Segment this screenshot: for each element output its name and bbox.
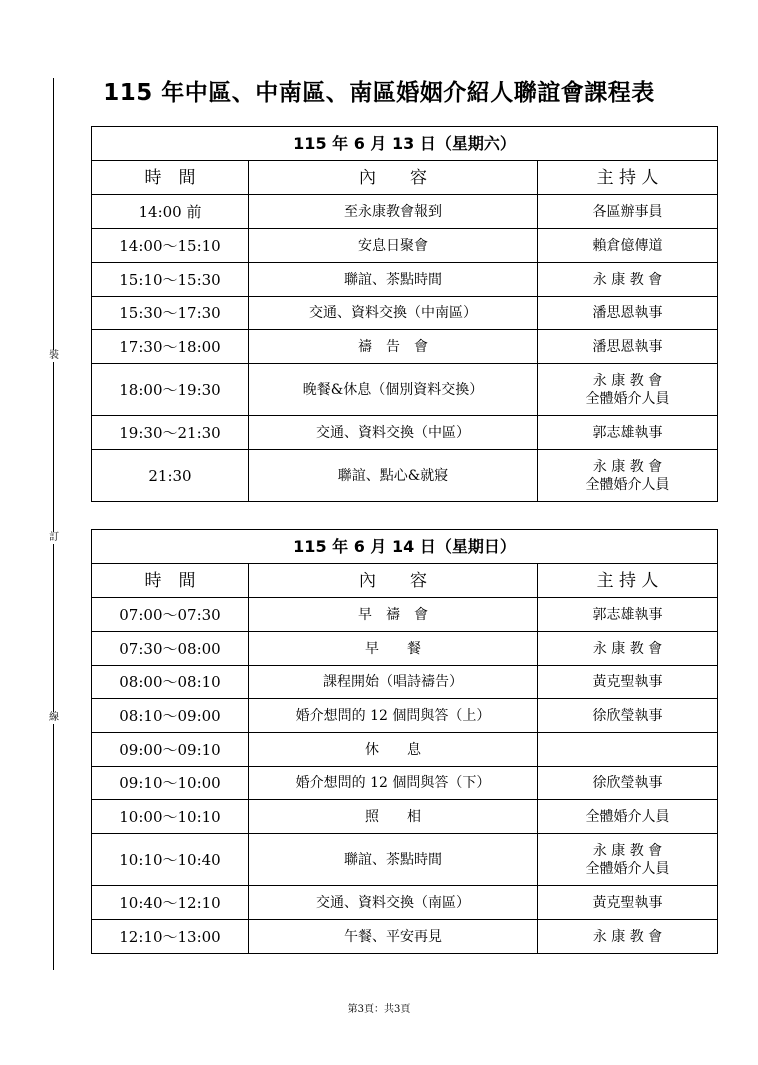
cell-content: 照 相	[249, 800, 538, 834]
host-line-2: 全體婚介人員	[585, 860, 670, 877]
cell-time: 09:10～10:00	[92, 767, 249, 800]
binding-mark-ding: 訂	[49, 532, 59, 543]
table-row	[92, 733, 718, 767]
binding-line	[53, 78, 54, 970]
cell-time: 10:10～10:40	[92, 834, 249, 886]
table-row	[92, 598, 718, 632]
host-line-1: 永 康 教 會	[592, 372, 663, 389]
table-row	[92, 263, 718, 297]
document-title: 115 年中區、中南區、南區婚姻介紹人聯誼會課程表	[103, 80, 655, 106]
table-row	[92, 800, 718, 834]
table-row	[92, 632, 718, 666]
table-row	[92, 699, 718, 733]
cell-host: 郭志雄執事	[538, 416, 718, 450]
table-row	[92, 297, 718, 330]
cell-time: 17:30～18:00	[92, 330, 249, 364]
cell-host: 郭志雄執事	[538, 598, 718, 632]
cell-host: 永 康 教 會	[538, 632, 718, 666]
table-row	[92, 330, 718, 364]
cell-content: 交通、資料交換（中區）	[249, 416, 538, 450]
table-row	[92, 450, 718, 502]
table-row	[92, 920, 718, 954]
cell-time: 10:40～12:10	[92, 886, 249, 920]
cell-host: 徐欣瑩執事	[538, 767, 718, 800]
cell-host	[538, 733, 718, 767]
cell-content: 安息日聚會	[249, 229, 538, 263]
cell-content: 午餐、平安再見	[249, 920, 538, 954]
cell-content: 聯誼、茶點時間	[249, 834, 538, 886]
cell-content: 聯誼、點心&就寢	[249, 450, 538, 502]
cell-time: 14:00～15:10	[92, 229, 249, 263]
header-row	[92, 564, 718, 598]
cell-time: 07:30～08:00	[92, 632, 249, 666]
table-row	[92, 229, 718, 263]
table-row	[92, 834, 718, 886]
cell-content: 休 息	[249, 733, 538, 767]
cell-host: 全體婚介人員	[538, 800, 718, 834]
header-content: 內 容	[249, 161, 538, 195]
cell-content: 聯誼、茶點時間	[249, 263, 538, 297]
cell-content: 交通、資料交換（南區）	[249, 886, 538, 920]
date-row	[92, 530, 718, 564]
cell-time: 08:10～09:00	[92, 699, 249, 733]
page-footer: 第3頁：共3頁	[347, 1004, 411, 1015]
cell-content: 早 餐	[249, 632, 538, 666]
binding-mark-zhuang: 裝	[49, 350, 59, 361]
cell-content: 課程開始（唱詩禱告）	[249, 666, 538, 699]
header-content: 內 容	[249, 564, 538, 598]
cell-time: 18:00～19:30	[92, 364, 249, 416]
cell-content: 至永康教會報到	[249, 195, 538, 229]
host-line-1: 永 康 教 會	[592, 842, 663, 859]
binding-mark-xian: 線	[49, 712, 59, 723]
cell-time: 10:00～10:10	[92, 800, 249, 834]
table-row	[92, 767, 718, 800]
cell-content: 禱 告 會	[249, 330, 538, 364]
cell-host: 潘思恩執事	[538, 330, 718, 364]
cell-content: 交通、資料交換（中南區）	[249, 297, 538, 330]
cell-host: 徐欣瑩執事	[538, 699, 718, 733]
cell-time: 12:10～13:00	[92, 920, 249, 954]
table-row	[92, 666, 718, 699]
cell-host: 永 康 教 會	[538, 920, 718, 954]
cell-host: 永 康 教 會	[538, 263, 718, 297]
host-line-1: 永 康 教 會	[592, 458, 663, 475]
cell-host	[538, 450, 718, 502]
header-row	[92, 161, 718, 195]
table-row	[92, 364, 718, 416]
cell-host	[538, 364, 718, 416]
schedule-table-day1	[91, 126, 718, 502]
cell-time: 07:00～07:30	[92, 598, 249, 632]
cell-host	[538, 834, 718, 886]
host-line-2: 全體婚介人員	[585, 390, 670, 407]
table-row	[92, 195, 718, 229]
header-host: 主 持 人	[538, 564, 718, 598]
cell-time: 15:10～15:30	[92, 263, 249, 297]
cell-time: 09:00～09:10	[92, 733, 249, 767]
cell-time: 21:30	[92, 450, 249, 502]
host-line-2: 全體婚介人員	[585, 476, 670, 493]
header-time: 時 間	[92, 564, 249, 598]
cell-time: 15:30～17:30	[92, 297, 249, 330]
cell-time: 19:30～21:30	[92, 416, 249, 450]
table-row	[92, 886, 718, 920]
table-row	[92, 416, 718, 450]
cell-content: 婚介想問的 12 個問與答（上）	[249, 699, 538, 733]
cell-time: 08:00～08:10	[92, 666, 249, 699]
cell-host: 黃克聖執事	[538, 886, 718, 920]
date-heading: 115 年 6 月 14 日（星期日）	[92, 530, 718, 564]
date-row	[92, 127, 718, 161]
header-host: 主 持 人	[538, 161, 718, 195]
cell-time: 14:00 前	[92, 195, 249, 229]
date-heading: 115 年 6 月 13 日（星期六）	[92, 127, 718, 161]
header-time: 時 間	[92, 161, 249, 195]
cell-host: 各區辦事員	[538, 195, 718, 229]
cell-content: 晚餐&休息（個別資料交換）	[249, 364, 538, 416]
cell-host: 潘思恩執事	[538, 297, 718, 330]
cell-host: 賴倉億傳道	[538, 229, 718, 263]
cell-content: 早 禱 會	[249, 598, 538, 632]
cell-content: 婚介想問的 12 個問與答（下）	[249, 767, 538, 800]
schedule-table-day2	[91, 529, 718, 954]
cell-host: 黃克聖執事	[538, 666, 718, 699]
